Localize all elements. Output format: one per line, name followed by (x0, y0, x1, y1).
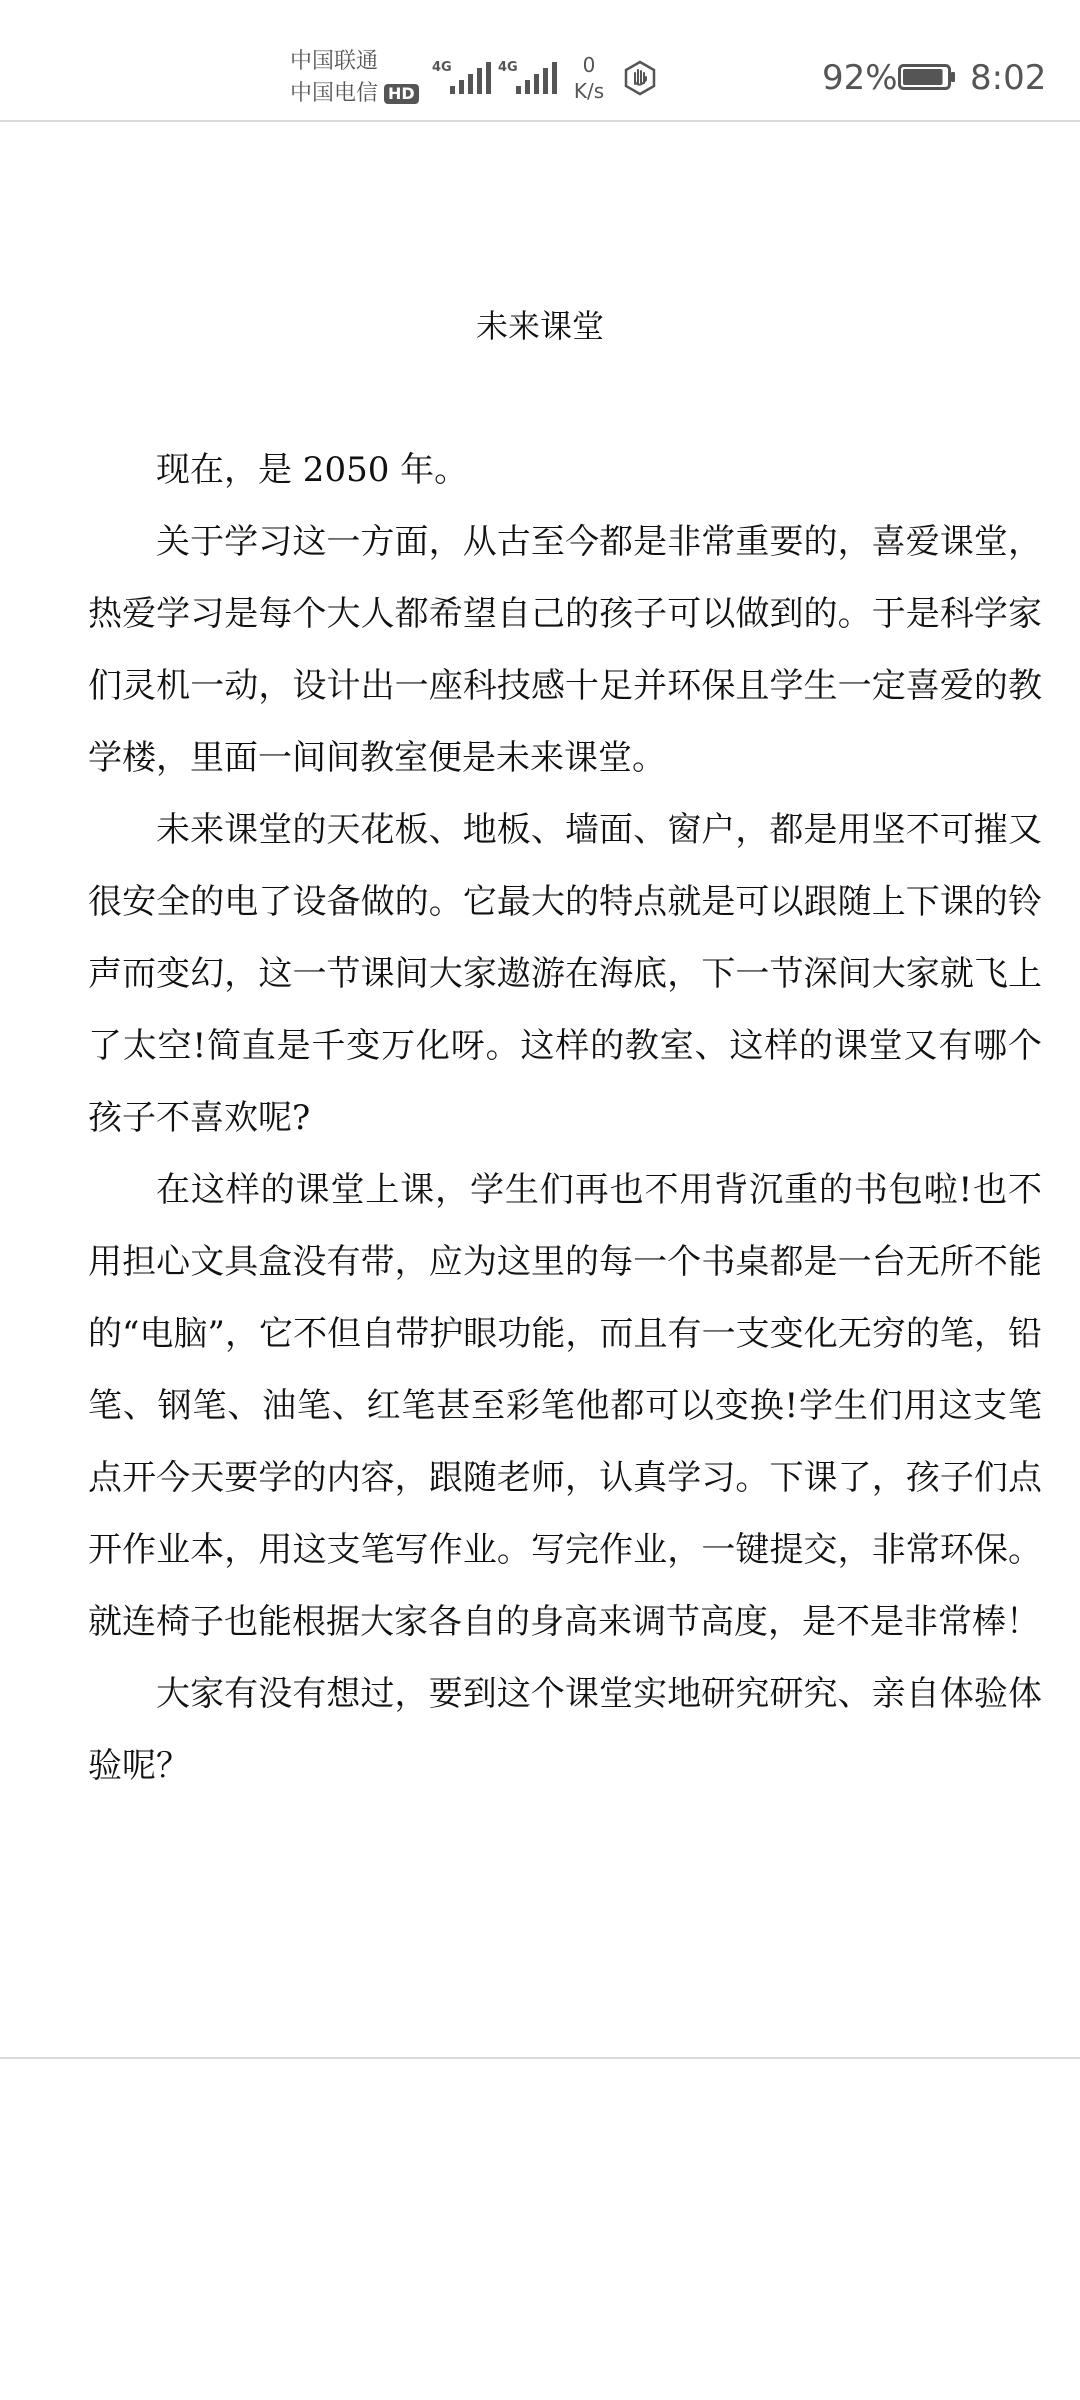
carrier-1-label: 中国联通 (290, 49, 379, 74)
paragraph: 未来课堂的天花板、地板、墙面、窗户，都是用坚不可摧又很安全的电了设备做的。它最大的特点就是可以跟随上下课的铃声而变幻，这一节课间大家遨游在海底，下一节深间大家就飞上了太空!简直是千变万化呀。这样的教室、这样的课堂又有哪个孩子不喜欢呢? (88, 810, 1042, 1138)
battery-icon (898, 64, 956, 90)
carrier-2-label: 中国电信 (290, 81, 379, 106)
paragraph: 关于学习这一方面，从古至今都是非常重要的，喜爱课堂，热爱学习是每个大人都希望自己的孩子可以做到的。于是科学家们灵机一动，设计出一座科技感十足并环保且学生一定喜爱的教学楼，里面一间间教室便是未来课堂。 (88, 522, 1042, 778)
signal-1-tag: 4G (432, 60, 452, 75)
document-body (88, 434, 1042, 1802)
net-speed-value: 0 (582, 53, 596, 77)
net-speed (568, 52, 610, 104)
document-title: 未来课堂 (475, 307, 604, 345)
signal-2-tag: 4G (498, 60, 518, 75)
signal-icon (432, 60, 488, 96)
status-bar (0, 0, 1080, 122)
net-speed-unit: K/s (573, 79, 605, 103)
hand-icon (622, 60, 658, 96)
signal-icon (498, 60, 554, 96)
carrier-info (290, 46, 419, 110)
paragraph: 大家有没有想过，要到这个课堂实地研究研究、亲自体验体验呢？ (88, 1674, 1042, 1786)
clock: 8:02 (970, 58, 1047, 98)
battery-percent: 92% (822, 58, 898, 98)
paragraph: 现在，是 2050 年。 (156, 450, 469, 490)
divider (0, 2057, 1080, 2059)
hd-badge: HD (384, 84, 419, 104)
paragraph: 在这样的课堂上课，学生们再也不用背沉重的书包啦!也不用担心文具盒没有带，应为这里的每一个书桌都是一台无所不能的“电脑”，它不但自带护眼功能，而且有一支变化无穷的笔，铅笔、钢笔、油笔、红笔甚至彩笔他都可以变换!学生们用这支笔点开今天要学的内容，跟随老师，认真学习。下课了，孩子们点开作业本，用这支笔写作业。写完作业，一键提交，非常环保。就连椅子也能根据大家各自的身高来调节高度，是不是非常棒！ (88, 1170, 1042, 1642)
